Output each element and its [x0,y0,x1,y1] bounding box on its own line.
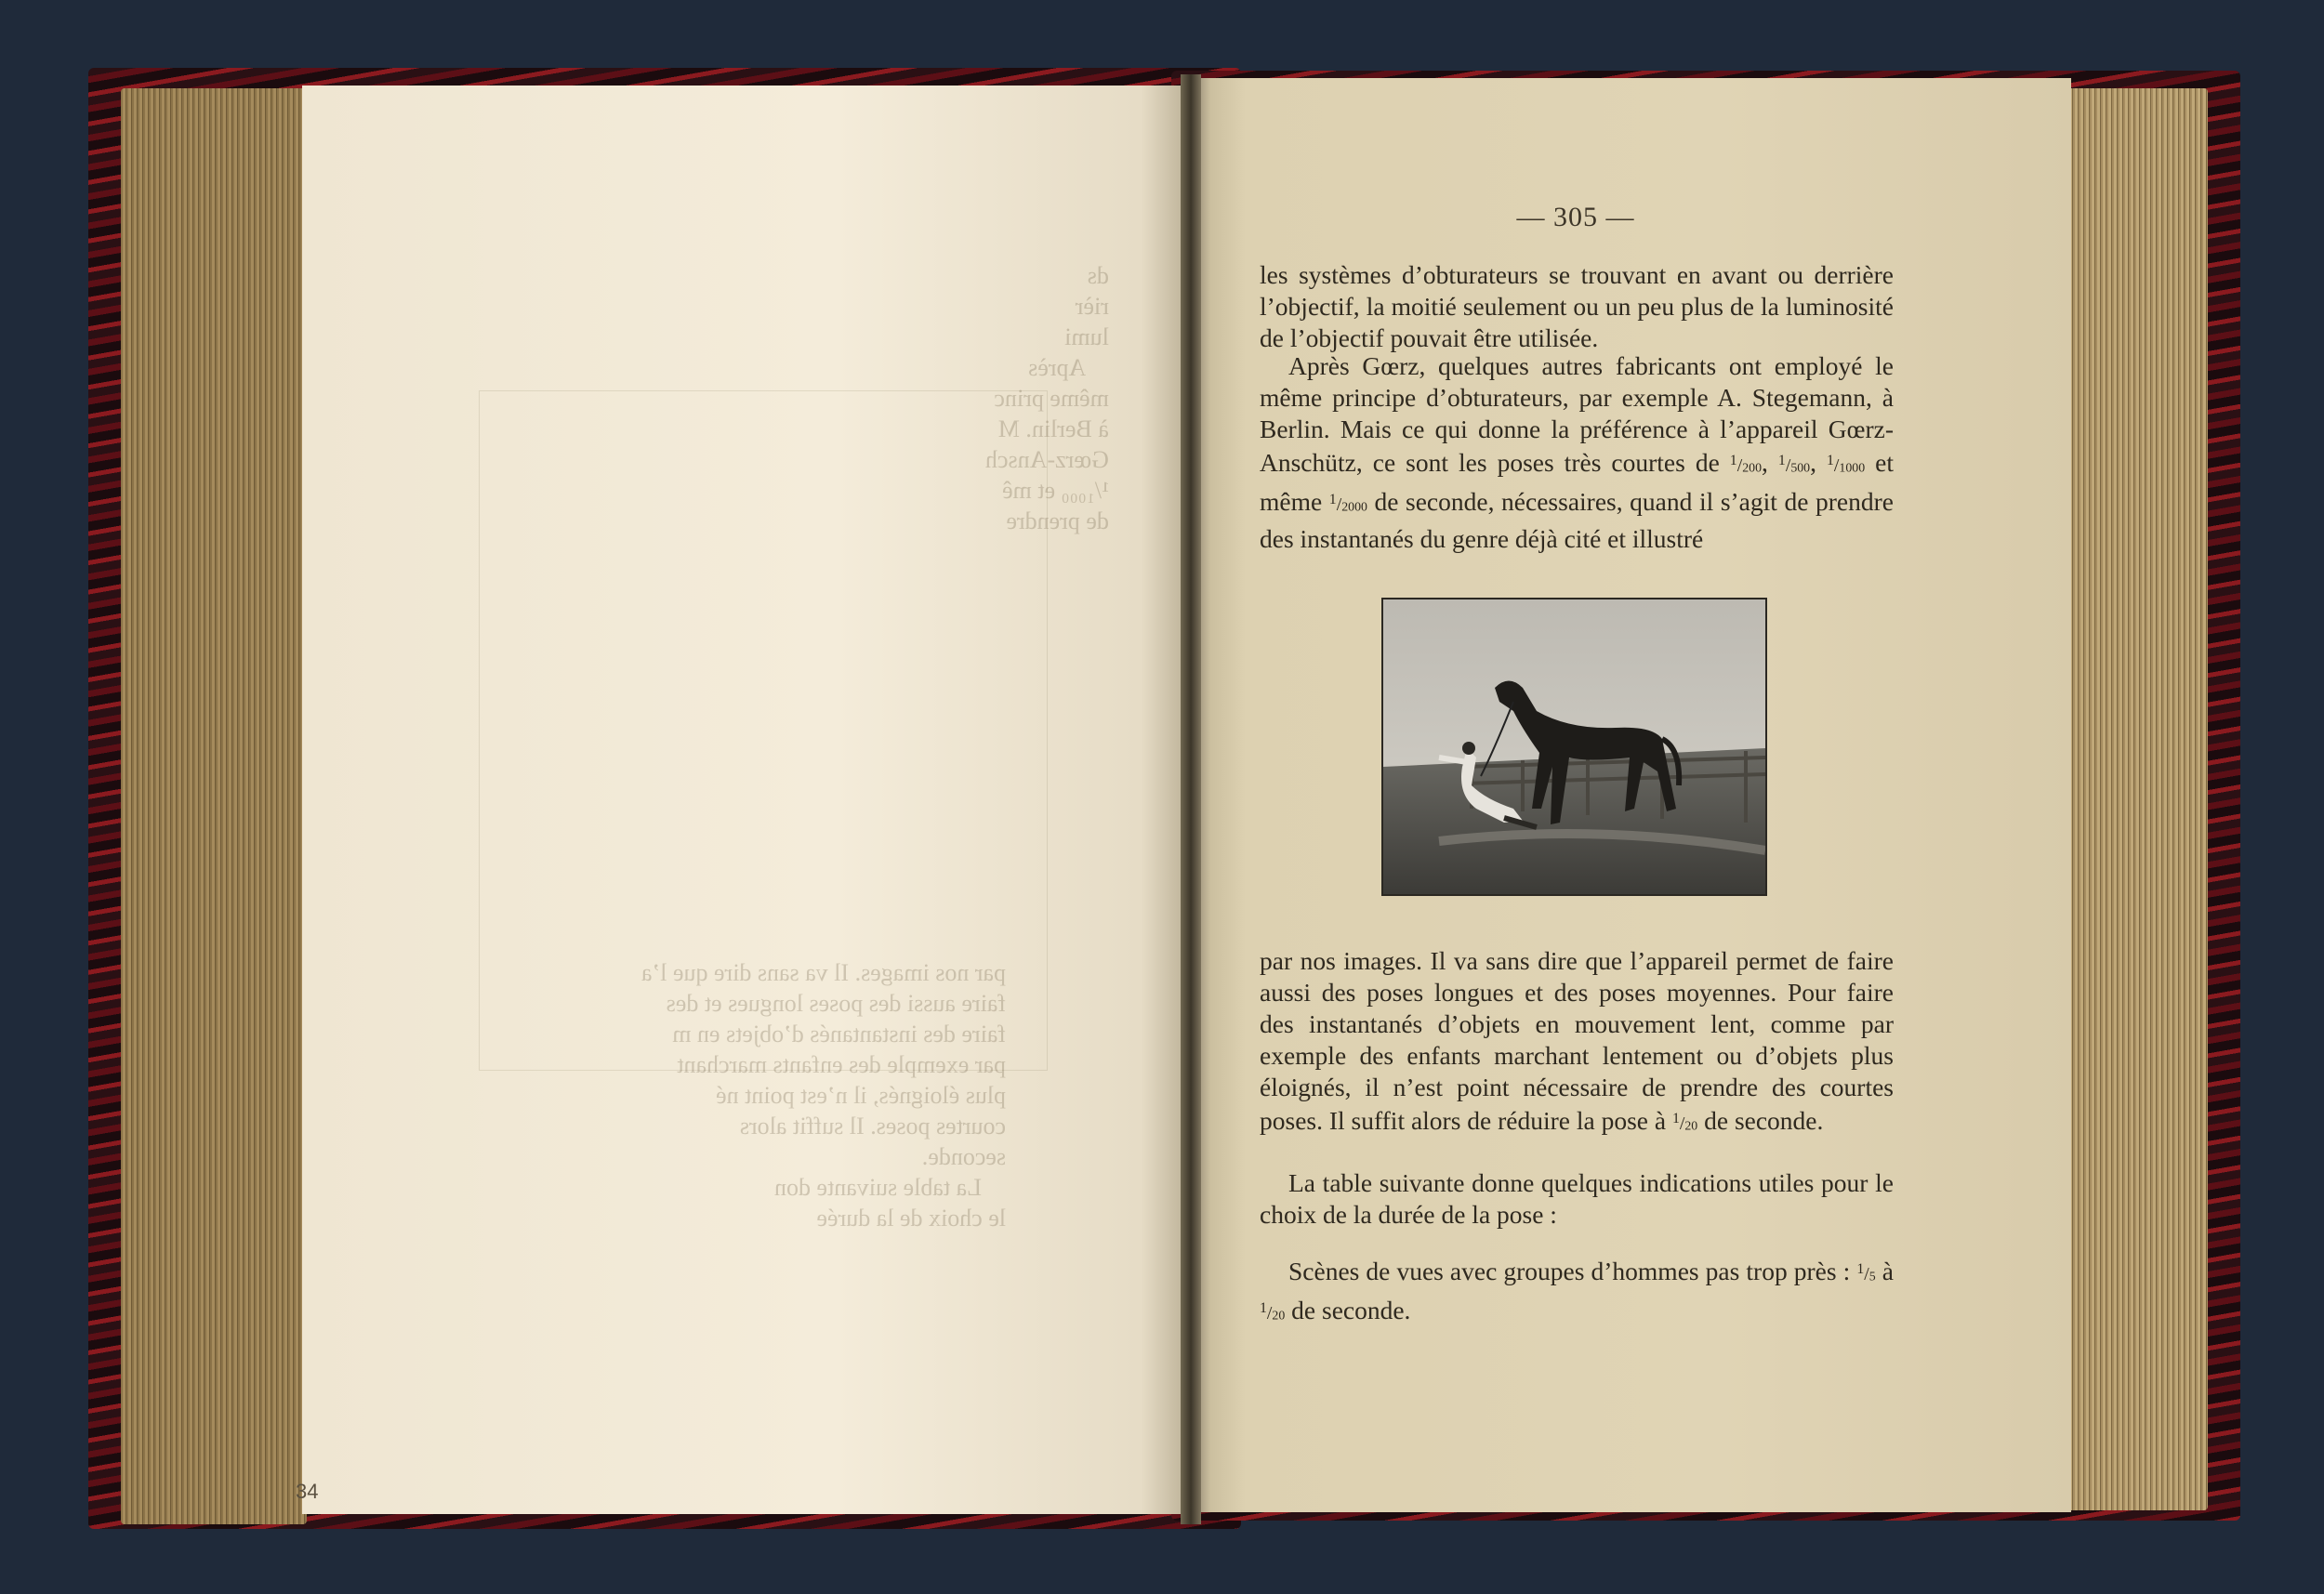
fraction-1-5: $^1/_5$ [1856,1261,1876,1285]
fraction-1-20b: $^1/_{20}$ [1260,1299,1286,1324]
horse-photograph-image [1383,599,1765,894]
paragraph-1 [1260,259,1894,354]
book-gutter [1181,74,1201,1524]
paragraph-4-text: La table suivante donne quelques indications utiles pour le choix de la durée de la pose : [1260,1168,1894,1229]
fraction-1-500: $^1/_{500}$ [1777,453,1811,477]
paragraph-5 [1260,1254,1894,1332]
paragraph-3 [1260,945,1894,1142]
paragraph-4 [1260,1167,1894,1231]
bleed-through-text-bottom: par nos images. Il va sans dire que l’a faire aussi des poses longues et des faire des instantanés d’objets en m par exemple des enfants marchant plus éloignés, il n’est point né courtes poses. Il suffit alors seconde. La table suivante don le choix de la durée [641,959,1007,1232]
fraction-1-2000: $^1/_{2000}$ [1328,491,1367,515]
paragraph-2-text: Après Gœrz, quelques autres fabricants ont employé le même principe d’obturateurs, par exemple A. Stegemann, à Berlin. Mais ce qui donne la préférence à l’appareil Gœrz-Anschütz, ce sont les poses très courtes de $^1/_{200}$, $^1/_{500}$, $^1/_{1000}$ et même $^1/_{2000}$ de seconde, nécessaires, quand il s’agit de prendre des instantanés du genre déjà cité et illustré [1260,351,1894,553]
page-number: — 305 — [1516,202,1635,232]
paragraph-3-text: par nos images. Il va sans dire que l’appareil permet de faire aussi des poses longues et des poses moyennes. Pour faire des instantanés d’objets en mouvement lent, comme par exemple des enfants marchant lentement ou d’objets plus éloignés, il n’est point nécessaire de prendre des courtes poses. Il suffit alors de réduire la pose à $^1/_{20}$ de seconde. [1260,946,1894,1136]
fraction-1-20: $^1/_{20}$ [1671,1111,1698,1135]
fraction-1-200: $^1/_{200}$ [1729,453,1762,477]
horse-photograph [1381,598,1767,896]
fraction-1-1000: $^1/_{1000}$ [1827,453,1866,477]
paragraph-5-text: Scènes de vues avec groupes d’hommes pas trop près : $^1/_5$ à $^1/_{20}$ de seconde. [1260,1257,1894,1324]
paragraph-1-text: les systèmes d’obturateurs se trouvant en avant ou derrière l’objectif, la moitié seulement ou un peu plus de la luminosité de l’objectif pouvait être utilisée. [1260,260,1894,352]
bleed-through-text-top: ds rièr lumi Après même princ à Berlin. M Gœrz-Ansch ¹/₁₀₀₀ et mê de prendre [985,262,1109,534]
paragraph-2 [1260,350,1894,555]
left-page-edges [121,88,307,1524]
pencil-page-mark: 34 [296,1480,319,1503]
